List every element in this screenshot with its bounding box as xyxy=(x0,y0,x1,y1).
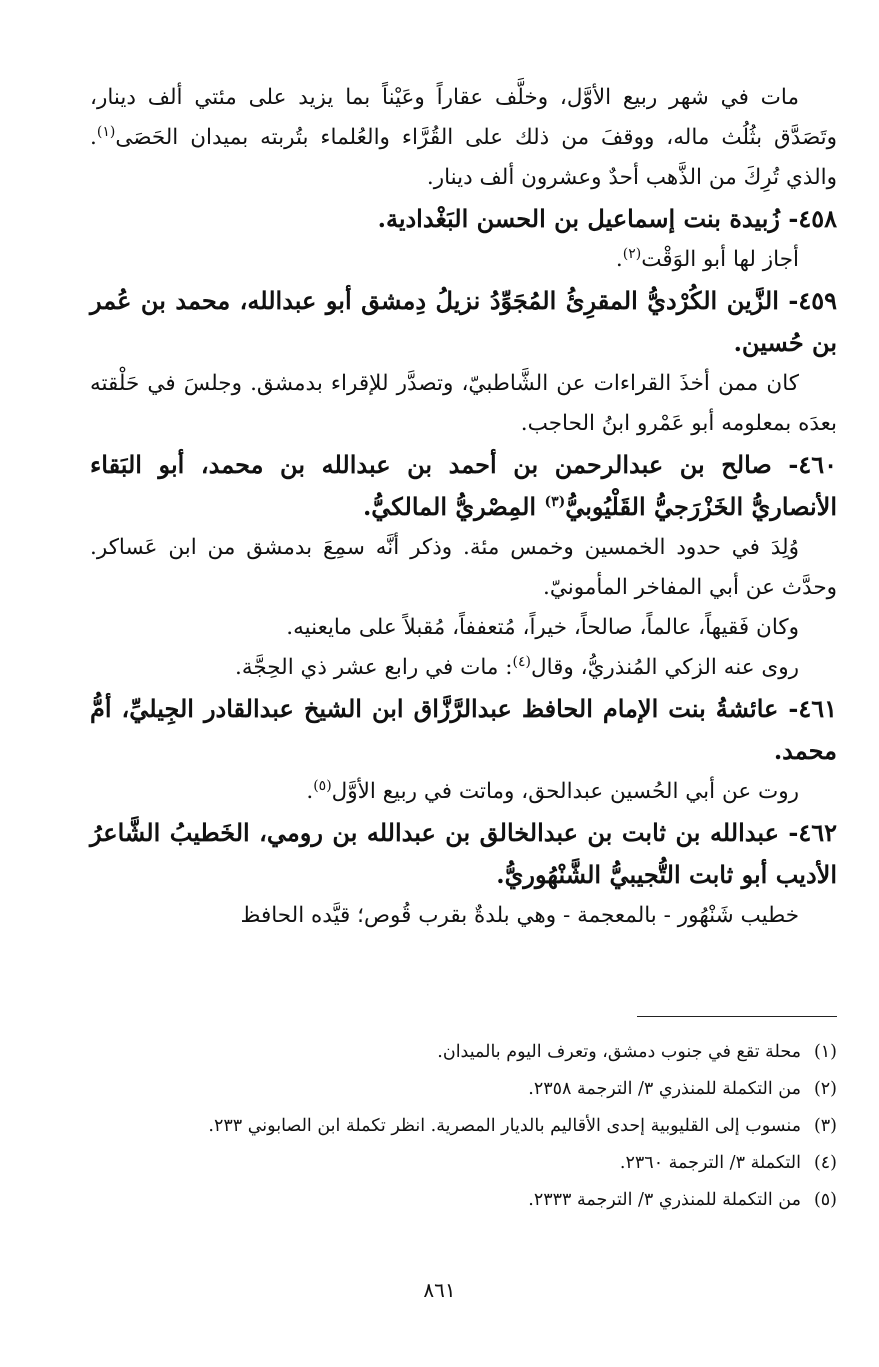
text: ٤٦٠- صالح بن عبدالرحمن بن أحمد بن عبدالله بن محمد، أبو البَقاء الأنصاريُّ الخَزْرَجيُّ القَلْيُوبيُّ xyxy=(90,450,837,521)
footnote-number: (٢) xyxy=(813,1079,837,1099)
footnote-item xyxy=(90,1147,837,1180)
text: . والذي تُرِكَ من الذَّهب أحدٌ وعشرون ألف دينار. xyxy=(90,125,837,190)
entry-heading-460 xyxy=(90,444,837,528)
footnote-ref-5[interactable]: (٥) xyxy=(313,777,332,794)
footnote-text: منسوب إلى القليوبية إحدى الأقاليم بالديار المصرية. انظر تكملة ابن الصابوني ٢٣٣. xyxy=(208,1116,801,1136)
footnote-item xyxy=(90,1184,837,1217)
text: مات في شهر ربيع الأوَّل، وخلَّف عقاراً وعَيْناً بما يزيد على مئتي ألف دينار، وتَصَدَّق بثُلُث ماله، ووقفَ من ذلك على القُرَّاء والعُلماء بتُربته بميدان الحَصَى xyxy=(90,85,837,150)
paragraph-entry-459: كان ممن أخذَ القراءات عن الشَّاطبيّ، وتصدَّر للإقراء بدمشق. وجلسَ في حَلْقته بعدَه بمعلومه أبو عَمْرو ابنُ الحاجب. xyxy=(90,371,837,436)
entry-heading-458: ٤٥٨- زُبيدة بنت إسماعيل بن الحسن البَغْدادية. xyxy=(377,204,837,233)
paragraph-entry-462: خطيب شَنْهُور - بالمعجمة - وهي بلدةٌ بقرب قُوص؛ قيَّده الحافظ xyxy=(240,903,799,928)
footnote-ref-4[interactable]: (٤) xyxy=(512,653,531,670)
main-text xyxy=(90,78,837,936)
footnote-text: من التكملة للمنذري ٣/ الترجمة ٢٣٣٣. xyxy=(528,1190,801,1210)
entry-heading-461: ٤٦١- عائشةُ بنت الإمام الحافظ عبدالرَّزَّاق ابن الشيخ عبدالقادر الجِيليِّ، أمُّ محمد. xyxy=(90,694,837,765)
footnote-number: (٥) xyxy=(813,1190,837,1210)
footnote-text: من التكملة للمنذري ٣/ الترجمة ٢٣٥٨. xyxy=(528,1079,801,1099)
footnote-ref-2[interactable]: (٢) xyxy=(622,245,642,262)
footnote-number: (٤) xyxy=(813,1153,837,1173)
footnote-text: التكملة ٣/ الترجمة ٢٣٦٠. xyxy=(619,1153,801,1173)
footnote-number: (٣) xyxy=(813,1116,837,1136)
entry-heading-459: ٤٥٩- الزَّين الكُرْديُّ المقرِئُ المُجَوِّدُ نزيلُ دِمشق أبو عبدالله، محمد بن عُمر بن حُسين. xyxy=(90,286,837,357)
text: المِصْريُّ المالكيُّ. xyxy=(362,492,545,521)
page-number: ٨٦١ xyxy=(423,1278,456,1302)
text: أجاز لها أبو الوَقْت xyxy=(641,247,799,272)
paragraph-entry-461 xyxy=(90,772,837,812)
paragraph-entry-460-character: وكان فَقيهاً، عالماً، صالحاً، خيراً، مُتعففاً، مُقبلاً على مايعنيه. xyxy=(286,615,799,640)
paragraph-entry-460-death xyxy=(90,648,837,688)
footnote-ref-1[interactable]: (١) xyxy=(96,123,116,140)
text: : مات في رابع عشر ذي الحِجَّة. xyxy=(235,655,513,680)
footnote-item xyxy=(90,1036,837,1069)
footnote-item xyxy=(90,1110,837,1143)
text: روت عن أبي الحُسين عبدالحق، وماتت في ربيع الأوَّل xyxy=(331,779,799,804)
paragraph-obituary-continuation xyxy=(90,78,837,198)
paragraph-entry-460-birth: وُلِدَ في حدود الخمسين وخمس مئة. وذكر أنَّه سمِعَ بدمشق من ابن عَساكر. وحدَّث عن أبي المفاخر المأمونيّ. xyxy=(90,535,837,600)
footnote-text: محلة تقع في جنوب دمشق، وتعرف اليوم بالميدان. xyxy=(437,1042,801,1062)
text: . xyxy=(306,779,314,804)
footnote-item xyxy=(90,1073,837,1106)
footnotes-section xyxy=(90,1036,837,1221)
footnote-ref-3[interactable]: (٣) xyxy=(544,494,566,510)
footnote-number: (١) xyxy=(813,1042,837,1062)
paragraph-entry-458 xyxy=(90,240,837,280)
text: . xyxy=(615,247,623,272)
text: روى عنه الزكي المُنذريُّ، وقال xyxy=(530,655,799,680)
entry-heading-462: ٤٦٢- عبدالله بن ثابت بن عبدالخالق بن عبدالله بن رومي، الخَطيبُ الشَّاعرُ الأديب أبو ثابت التُّجيبيُّ الشَّنْهُوريُّ. xyxy=(90,818,837,889)
footnote-divider xyxy=(637,1016,837,1017)
